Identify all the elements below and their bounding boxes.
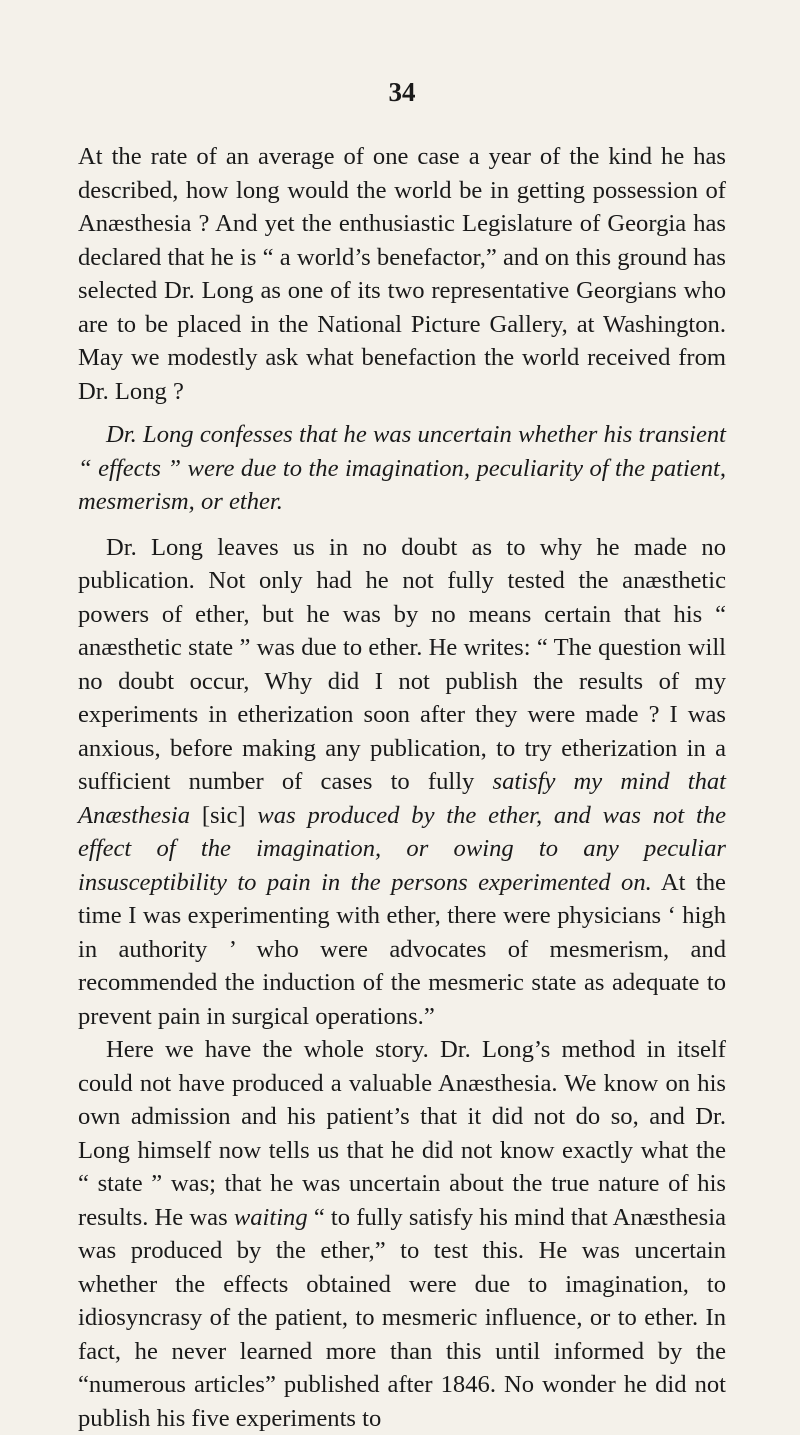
paragraph-4-text-a: Here we have the whole story. Dr. Long’s method in itself could not have produced a valuable Anæsthesia. We know on his own admission and his patient’s that it did not do so, and Dr. Long himself now tells us that he did not know exactly what the “ state ” was; that he was uncertain about the true nature of his results. He was [78,1036,726,1231]
paragraph-4-text-b: “ to fully satisfy his mind that Anæsthesia was produced by the ether,” to test this. He was uncertain whether the effects obtained were due to imagination, to idiosyncrasy of the patient, to mesmeric influence, or to ether. In fact, he never learned more than this until informed by the “numerous articles” published after 1846. No wonder he did not publish his five experiments to [78,1203,726,1432]
paragraph-3-emphasis-1: satisfy my mind that Anæsthesia [78,768,726,829]
paragraph-3-text-a: Dr. Long leaves us in no doubt as to why he made no publication. Not only had he not fully tested the anæsthetic powers of ether, but he was by no means certain that his “ anæsthetic state ” was due to ether. He writes: “ The question will no doubt occur, Why did I not publish the results of my experiments in etherization soon after they were made ? I was anxious, before making any publication, to try etherization in a sufficient number of cases to fully [78,533,726,795]
page-number: 34 [388,77,416,107]
paragraph-4-emphasis: waiting [233,1203,308,1231]
paragraph-1: At the rate of an average of one case a year of the kind he has described, how long would the world be in getting possession of Anæsthesia ? And yet the enthusiastic Legislature of Georgia has declared that he is “ a world’s benefactor,” and on this ground has selected Dr. Long as one of its two representative Georgians who are to be placed in the National Picture Gallery, at Washington. May we modestly ask what benefaction the world received from Dr. Long ? [78,143,726,405]
paragraph-2-italic: Dr. Long confesses that he was uncertain whether his transient “ effects ” were due to the imagination, peculiarity of the patient, mesmerism, or ether. [78,421,726,515]
paragraph-3-emphasis-2: was produced by the ether, and was not the effect of the imagination, or owing to any peculiar insusceptibility to pain in the persons experimented on. [78,801,727,896]
paragraph-3-text-c: At the time I was experimenting with ether, there were physicians ‘ high in authority ’ who were advocates of mesmerism, and recommended the induction of the mesmeric state as adequate to prevent pain in surgical operations.” [78,868,726,1030]
paragraph-3-sic: [sic] [190,801,258,829]
paragraph-3 [78,531,726,1034]
paragraph-4 [78,1033,726,1435]
